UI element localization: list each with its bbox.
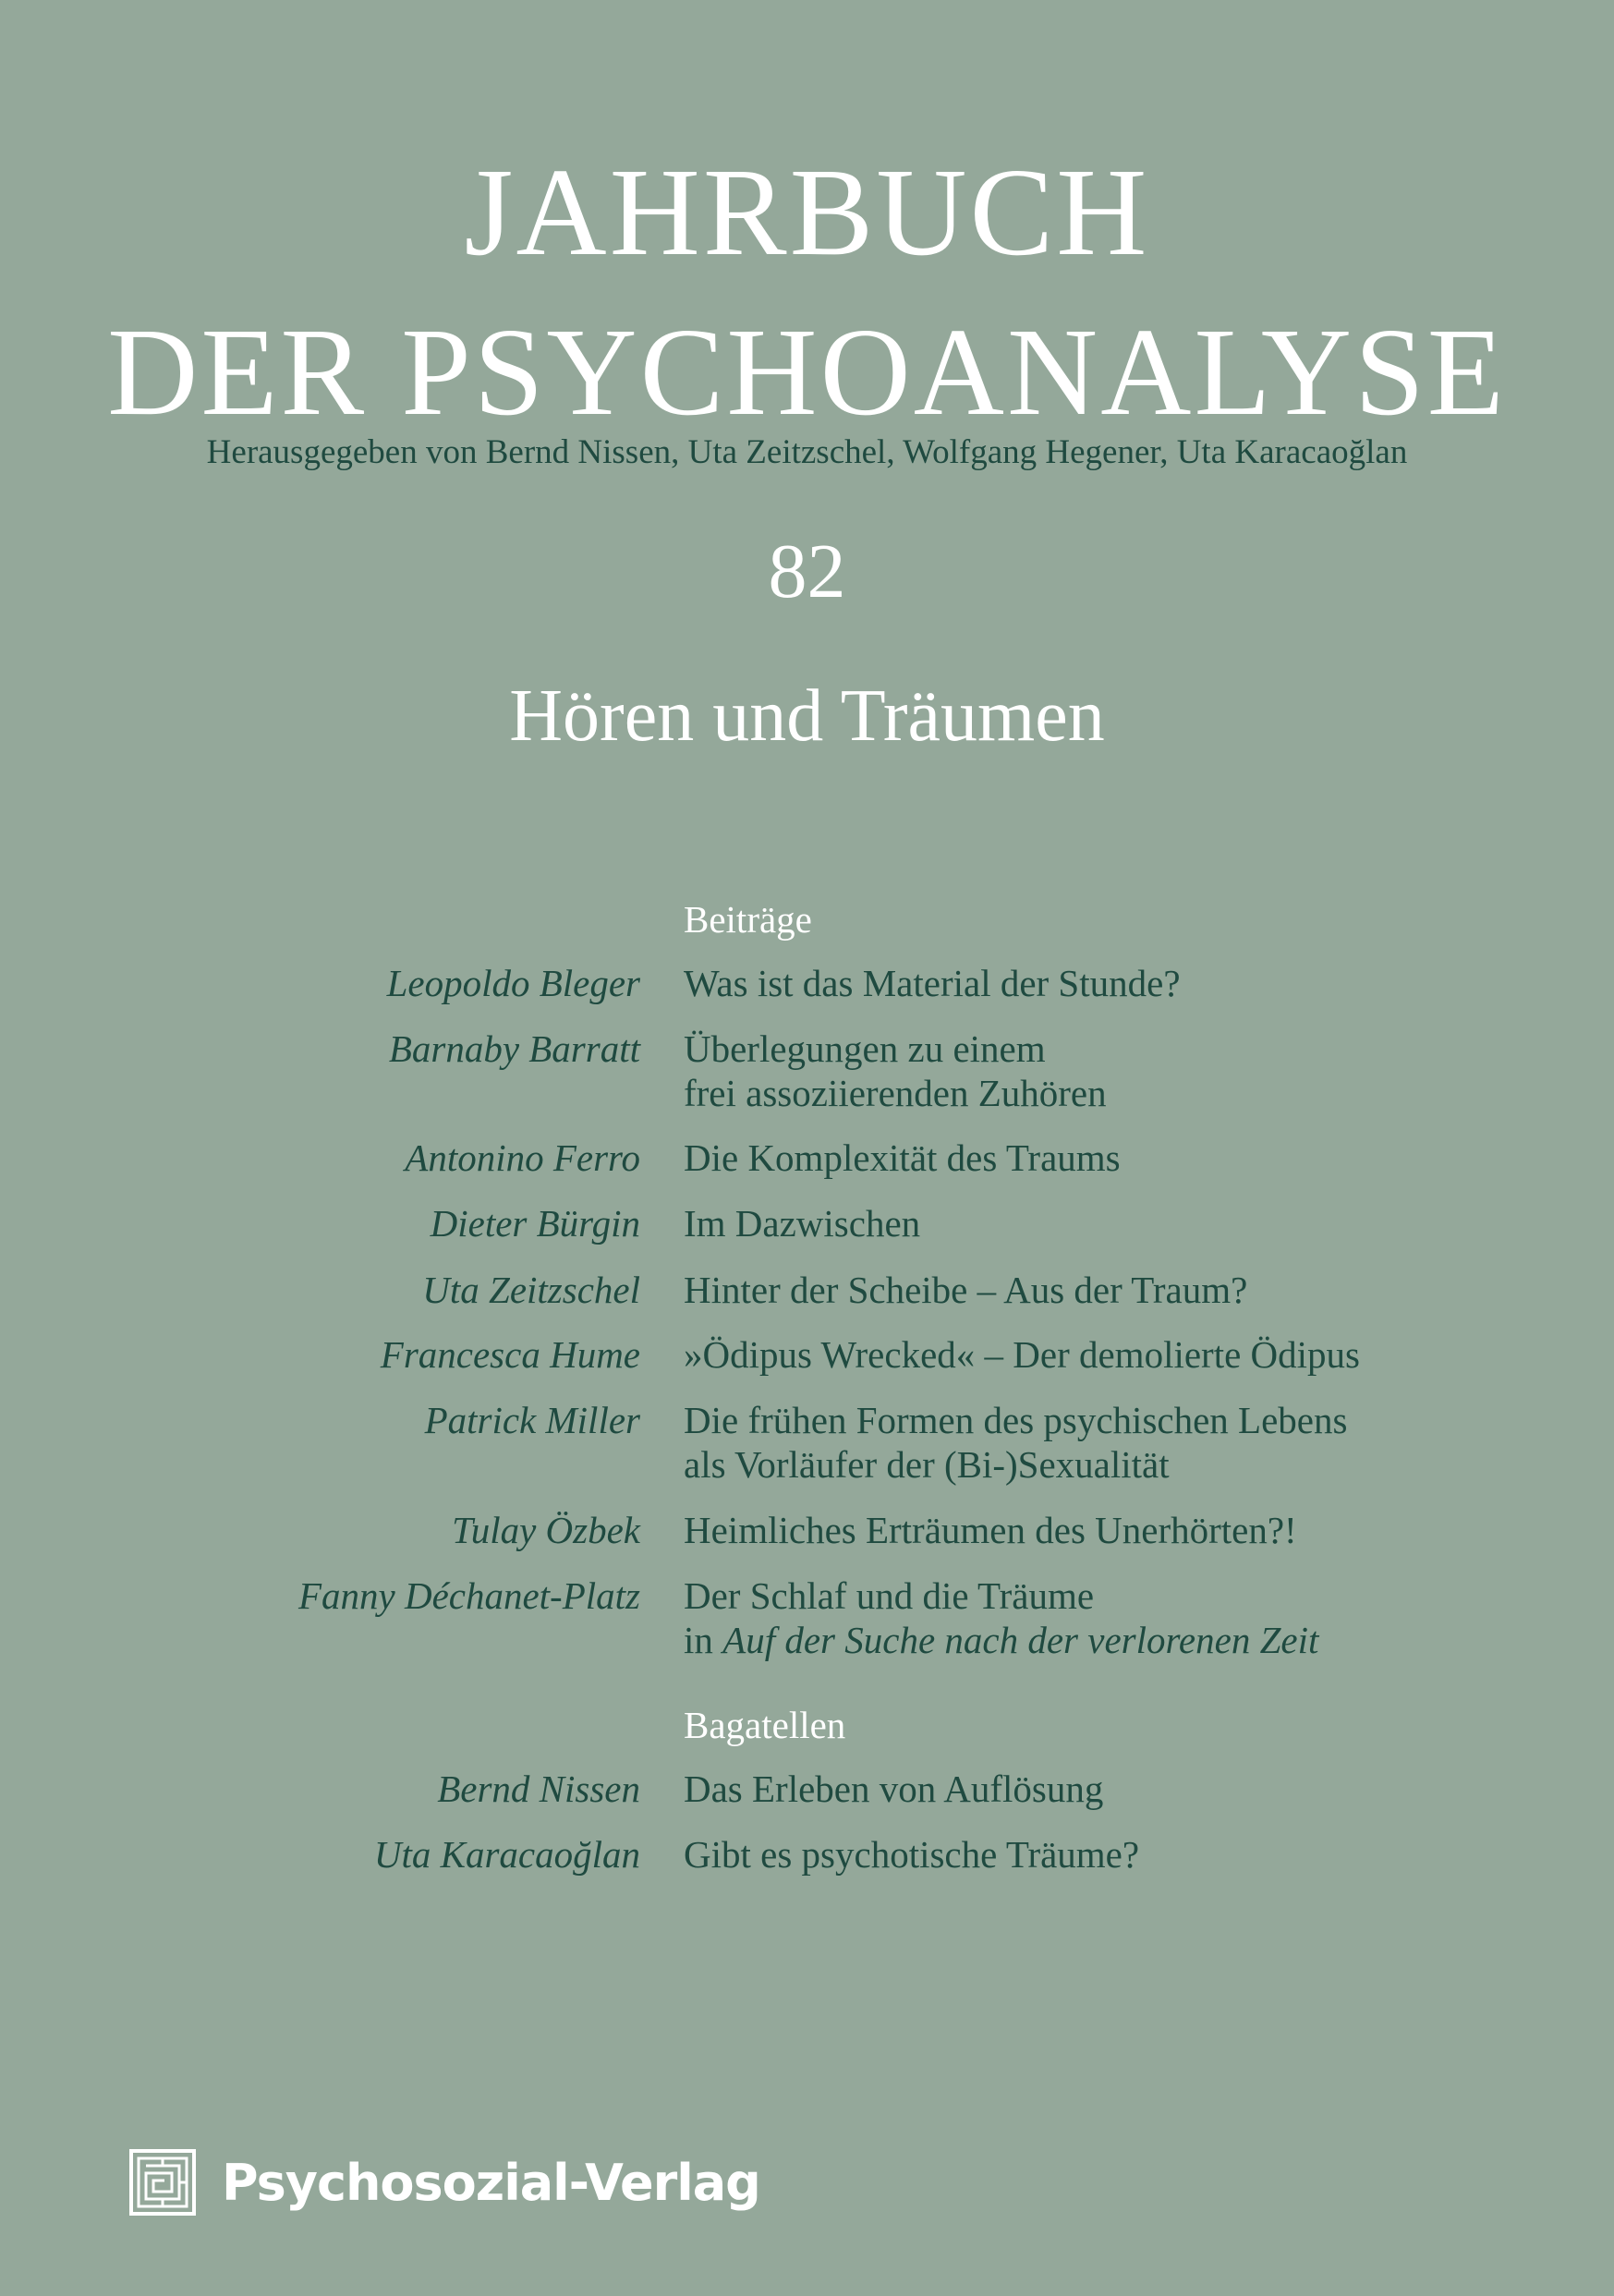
toc-author: Tulay Özbek — [452, 1509, 640, 1551]
toc-title — [684, 1201, 920, 1245]
toc-title-line: Im Dazwischen — [684, 1202, 921, 1245]
editors-line: Herausgegeben von Bernd Nissen, Uta Zeitzschel, Wolfgang Hegener, Uta Karacaoğlan — [206, 433, 1408, 471]
toc-title-line: Die Komplexität des Traums — [684, 1136, 1121, 1179]
toc-title — [684, 1332, 1360, 1377]
volume-number: 82 — [768, 528, 846, 614]
toc-author: Dieter Bürgin — [430, 1202, 640, 1245]
toc-title-line: Die frühen Formen des psychischen Lebens — [684, 1399, 1348, 1441]
section-heading-bagatellen: Bagatellen — [684, 1704, 846, 1746]
toc-author: Leopoldo Bleger — [386, 962, 640, 1004]
toc-author: Francesca Hume — [380, 1333, 640, 1376]
toc-author: Bernd Nissen — [437, 1768, 640, 1810]
toc-title-prefix: in — [684, 1619, 723, 1661]
toc-title-line: Hinter der Scheibe – Aus der Traum? — [684, 1269, 1248, 1311]
toc-title — [684, 1268, 1247, 1312]
toc-title-line — [684, 1618, 1318, 1662]
toc-title — [684, 1136, 1121, 1180]
toc-title-line: Überlegungen zu einem — [684, 1027, 1046, 1070]
toc-title — [684, 961, 1181, 1005]
toc-title — [684, 1508, 1297, 1552]
toc-author: Barnaby Barratt — [388, 1027, 640, 1070]
toc-author: Fanny Déchanet-Platz — [297, 1574, 640, 1617]
toc-title — [684, 1027, 1107, 1115]
toc-title — [684, 1767, 1103, 1811]
toc-title-line: als Vorläufer der (Bi-)Sexualität — [684, 1443, 1170, 1486]
toc-title-italic: Auf der Suche nach der verlorenen Zeit — [722, 1619, 1319, 1661]
toc-author: Antonino Ferro — [405, 1136, 640, 1179]
toc-title-line: Der Schlaf und die Träume — [684, 1574, 1095, 1617]
toc-author: Patrick Miller — [424, 1399, 640, 1441]
issue-subtitle: Hören und Träumen — [509, 675, 1105, 757]
toc-title-line: Gibt es psychotische Träume? — [684, 1833, 1140, 1876]
publisher-name: Psychosozial-Verlag — [222, 2153, 760, 2212]
section-heading-beitraege: Beiträge — [684, 898, 812, 941]
toc-author: Uta Zeitzschel — [422, 1269, 640, 1311]
toc-title-line: frei assoziierenden Zuhören — [684, 1072, 1107, 1114]
toc-title — [684, 1832, 1139, 1877]
title-line-1: JAHRBUCH — [464, 143, 1150, 282]
toc-author: Uta Karacaoğlan — [373, 1833, 640, 1876]
publisher-block — [129, 2149, 760, 2216]
toc-title-line: Das Erleben von Auflösung — [684, 1768, 1104, 1810]
toc-title-line: Heimliches Erträumen des Unerhörten?! — [684, 1509, 1297, 1551]
toc-title — [684, 1573, 1318, 1662]
toc-title — [684, 1398, 1347, 1487]
toc-title-line: »Ödipus Wrecked« – Der demolierte Ödipus — [684, 1333, 1360, 1376]
maze-logo-icon — [129, 2149, 196, 2216]
toc-title-line: Was ist das Material der Stunde? — [684, 962, 1181, 1004]
title-line-2: DER PSYCHOANALYSE — [107, 303, 1507, 442]
